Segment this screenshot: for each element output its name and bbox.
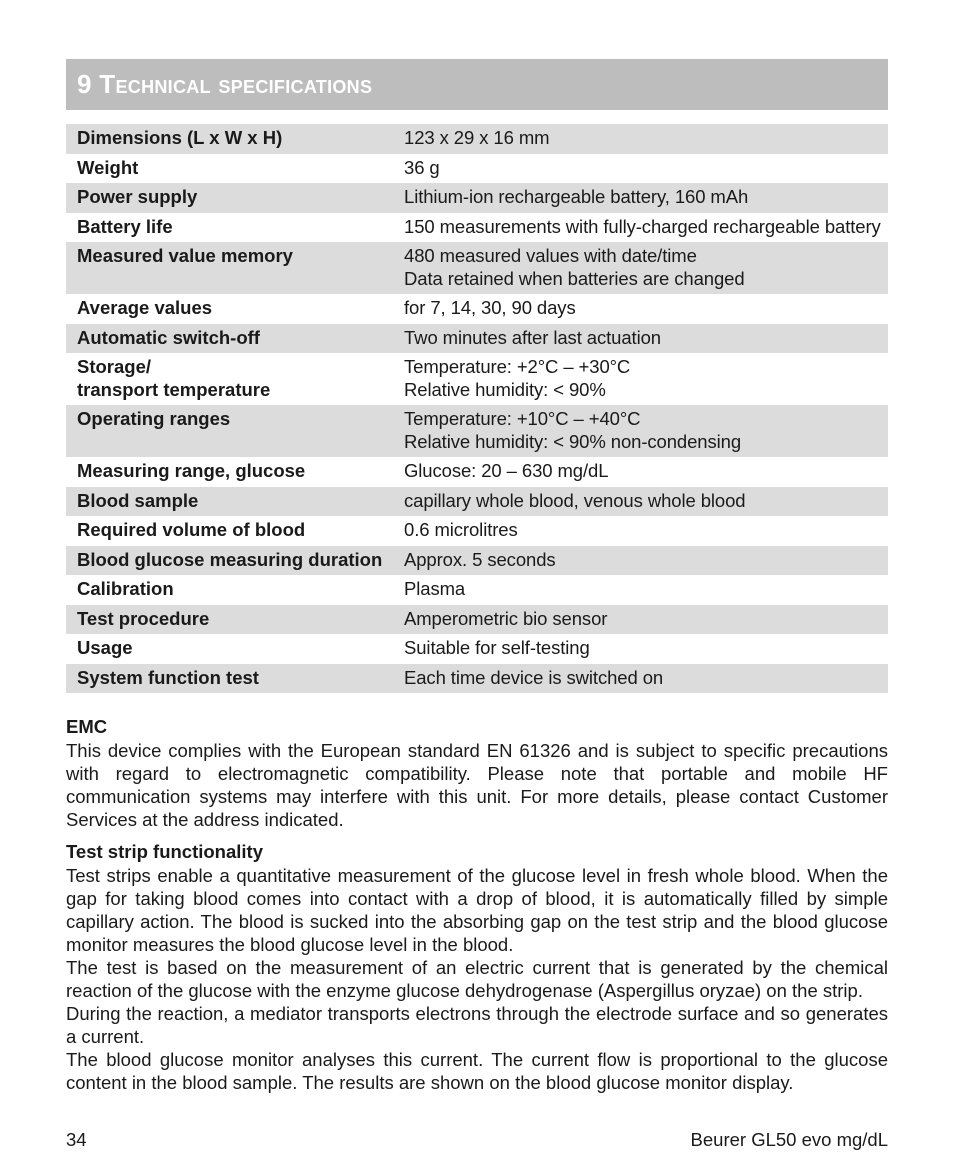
spec-label <box>66 605 383 635</box>
spec-row <box>66 575 888 605</box>
spec-label <box>66 634 383 664</box>
spec-label <box>66 516 383 546</box>
spec-row <box>66 213 888 243</box>
spec-value <box>383 605 888 635</box>
spec-value-line: for 7, 14, 30, 90 days <box>404 297 576 318</box>
spec-label <box>66 487 383 517</box>
spec-value-line: Temperature: +2°C – +30°C <box>404 356 631 377</box>
spec-value <box>383 353 888 405</box>
page-number: 34 <box>66 1129 87 1150</box>
spec-label <box>66 664 383 694</box>
section-header <box>66 59 888 110</box>
spec-value-line: Temperature: +10°C – +40°C <box>404 408 641 429</box>
spec-row <box>66 664 888 694</box>
spec-label-line: Blood glucose measuring duration <box>77 548 383 570</box>
spec-value-line: Suitable for self-testing <box>404 637 590 658</box>
body-text <box>66 714 888 1094</box>
spec-label <box>66 457 383 487</box>
spec-value-line: Relative humidity: < 90% non-condensing <box>404 430 742 452</box>
test-strip-heading: Test strip functionality <box>66 841 264 862</box>
spec-row <box>66 324 888 354</box>
spec-table-body <box>66 124 888 693</box>
spec-row <box>66 457 888 487</box>
spec-label-line: Measuring range, glucose <box>77 460 306 481</box>
spec-value <box>383 516 888 546</box>
spec-label-line: Weight <box>77 156 139 178</box>
spec-row <box>66 183 888 213</box>
spec-label-line: Dimensions (L x W x H) <box>77 127 283 148</box>
spec-label-line: Measured value memory <box>77 245 293 266</box>
spec-value-line: Amperometric bio sensor <box>404 607 608 629</box>
spec-label <box>66 294 383 324</box>
spec-label-line: Battery life <box>77 215 173 237</box>
spec-row <box>66 634 888 664</box>
spec-label <box>66 154 383 184</box>
spec-value <box>383 183 888 213</box>
spec-row <box>66 294 888 324</box>
emc-heading: EMC <box>66 716 108 737</box>
spec-table <box>66 124 888 693</box>
spec-label <box>66 324 383 354</box>
product-name: Beurer GL50 evo mg/dL <box>690 1129 888 1150</box>
spec-value-line: Each time device is switched on <box>404 666 664 688</box>
spec-label-line: Usage <box>77 637 133 658</box>
spec-value-line: Relative humidity: < 90% <box>404 378 606 400</box>
spec-value-line: Glucose: 20 – 630 mg/dL <box>404 460 609 481</box>
spec-value-line: Data retained when batteries are changed <box>404 267 745 289</box>
spec-label <box>66 353 383 405</box>
spec-value <box>383 664 888 694</box>
spec-value-line: 0.6 microlitres <box>404 519 518 540</box>
spec-label <box>66 242 383 294</box>
spec-value <box>383 124 888 154</box>
section-title-initial: T <box>99 69 116 99</box>
spec-value <box>383 634 888 664</box>
spec-label-line: Blood sample <box>77 489 199 511</box>
spec-value <box>383 457 888 487</box>
spec-label <box>66 405 383 457</box>
spec-value <box>383 294 888 324</box>
spec-value-line: Two minutes after last actuation <box>404 326 661 348</box>
spec-value <box>383 546 888 576</box>
spec-label <box>66 183 383 213</box>
spec-label <box>66 575 383 605</box>
spec-label-line: Storage/ <box>77 356 152 377</box>
spec-value-line: Approx. 5 seconds <box>404 548 556 570</box>
spec-label-line: Required volume of blood <box>77 519 306 540</box>
spec-value-line: Lithium-ion rechargeable battery, 160 mAh <box>404 186 749 207</box>
spec-value <box>383 213 888 243</box>
spec-label-line: Automatic switch-off <box>77 326 260 348</box>
paragraph-gap <box>66 831 888 839</box>
spec-value-line: capillary whole blood, venous whole blood <box>404 489 746 511</box>
spec-value <box>383 324 888 354</box>
spec-label-line: transport temperature <box>77 378 271 400</box>
spec-value <box>383 242 888 294</box>
spec-value <box>383 154 888 184</box>
spec-label-line: System function test <box>77 666 259 688</box>
test-strip-paragraph-4: The blood glucose monitor analyses this current. The current flow is proportional to the glucose content in the blood sample. The results are shown on the blood glucose monitor display. <box>66 1049 888 1093</box>
section-title-rest: echnical specifications <box>115 69 373 99</box>
spec-label-line: Operating ranges <box>77 408 231 429</box>
spec-value <box>383 575 888 605</box>
spec-row <box>66 353 888 405</box>
spec-label-line: Power supply <box>77 186 198 207</box>
spec-value-line: 480 measured values with date/time <box>404 245 697 266</box>
spec-label <box>66 546 383 576</box>
spec-label <box>66 213 383 243</box>
spec-row <box>66 487 888 517</box>
emc-paragraph: This device complies with the European standard EN 61326 and is subject to specific precautions with regard to electromagnetic compatibility. Please note that portable and mobile HF communication systems may interfere with this unit. For more details, please contact Customer Services at the address indicated. <box>66 740 888 830</box>
spec-value-line: 150 measurements with fully-charged rechargeable battery <box>404 215 881 237</box>
spec-row <box>66 605 888 635</box>
spec-label-line: Average values <box>77 297 213 318</box>
test-strip-paragraph-1: Test strips enable a quantitative measurement of the glucose level in fresh whole blood. When the gap for taking blood comes into contact with a drop of blood, it is automatically filled by simple capillary action. The blood is sucked into the absorbing gap on the test strip and the blood glucose monitor measures the blood glucose level in the blood. <box>66 865 888 955</box>
spec-value <box>383 487 888 517</box>
test-strip-paragraph-3: During the reaction, a mediator transports electrons through the electrode surface and so generates a current. <box>66 1003 888 1047</box>
spec-row <box>66 124 888 154</box>
test-strip-paragraph-2: The test is based on the measurement of an electric current that is generated by the chemical reaction of the glucose with the enzyme glucose dehydrogenase (Aspergillus oryzae) on the strip. <box>66 957 888 1001</box>
spec-value-line: 36 g <box>404 156 440 178</box>
section-title <box>99 69 372 99</box>
spec-label <box>66 124 383 154</box>
spec-label-line: Calibration <box>77 578 174 599</box>
spec-row <box>66 546 888 576</box>
spec-row <box>66 154 888 184</box>
spec-row <box>66 242 888 294</box>
spec-value-line: Plasma <box>404 578 466 599</box>
spec-row <box>66 405 888 457</box>
section-number: 9 <box>77 69 92 99</box>
spec-value-line: 123 x 29 x 16 mm <box>404 127 550 148</box>
spec-value <box>383 405 888 457</box>
spec-row <box>66 516 888 546</box>
spec-label-line: Test procedure <box>77 607 210 629</box>
